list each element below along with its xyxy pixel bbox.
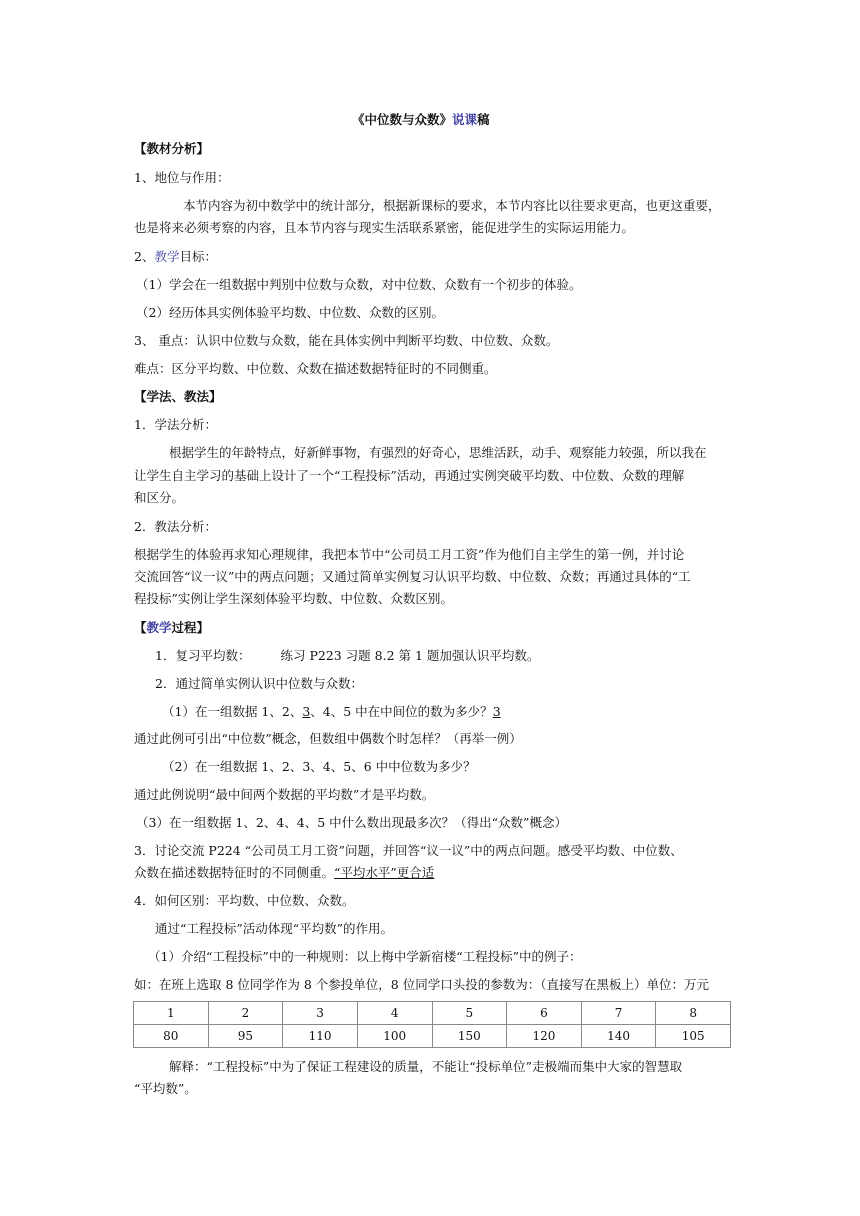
- methods-para-line: 交流回答“议一议”中的两点问题；又通过简单实例复习认识平均数、中位数、众数；再通过具体的“工: [134, 569, 691, 584]
- goal-item: （1）学会在一组数据中判别中位数与众数，对中位数、众数有一个初步的体验。: [136, 277, 582, 292]
- table-cell: 5: [432, 1002, 507, 1025]
- analysis-heading-role: 1、地位与作用：: [134, 170, 230, 185]
- table-cell: 110: [283, 1025, 358, 1048]
- table-cell: 1: [134, 1002, 209, 1025]
- process-text: 众数在描述数据特征时的不同侧重。: [134, 865, 335, 880]
- goal-item: （2）经历体具实例体验平均数、中位数、众数的区别。: [136, 305, 444, 320]
- table-row: [134, 1025, 731, 1048]
- analysis-para-line: 也是将来必须考察的内容，且本节内容与现实生活联系紧密，能促进学生的实际运用能力。: [134, 220, 635, 235]
- process-step-detail: 练习 P223 习题 8.2 第 1 题加强认识平均数。: [280, 648, 540, 663]
- table-cell: 140: [581, 1025, 656, 1048]
- analysis-heading-goals: [134, 249, 217, 265]
- methods-para-line: 让学生自主学习的基础上设计了一个“工程投标”活动，再通过实例突破平均数、中位数、众数的理解: [134, 468, 685, 483]
- process-bracket-open: 【: [134, 620, 147, 635]
- doc-title: [352, 112, 490, 128]
- question-underlined: 3: [302, 704, 311, 719]
- table-cell: 95: [208, 1025, 283, 1048]
- table-row: [134, 1002, 731, 1025]
- question-text: （1）在一组数据 1、2、: [162, 704, 303, 719]
- difficult-point: 难点：区分平均数、中位数、众数在描述数据特征时的不同侧重。: [134, 361, 497, 376]
- methods-heading-learning: 1．学法分析：: [134, 417, 217, 432]
- table-cell: 6: [507, 1002, 582, 1025]
- process-note: 如：在班上选取 8 位同学作为 8 个参投单位，8 位同学口头投的参数为：（直接写在黑板上）单位：万元: [134, 977, 709, 992]
- underlined-phrase: “平均水平”更合适: [334, 865, 435, 880]
- table-cell: 2: [208, 1002, 283, 1025]
- process-note: 通过“工程投标”活动体现“平均数”的作用。: [155, 921, 394, 936]
- methods-para-line: 根据学生的体验再求知心理规律，我把本节中“公司员工月工资”作为他们自主学生的第一例，并讨论: [134, 547, 685, 562]
- process-step: [155, 648, 539, 664]
- process-accent: 教学: [146, 620, 172, 635]
- goals-accent: 教学: [154, 249, 180, 264]
- analysis-para-line: 本节内容为初中数学中的统计部分，根据新课标的要求，本节内容比以往要求更高，也更这重要，: [183, 198, 721, 213]
- table-cell: 7: [581, 1002, 656, 1025]
- section-heading-methods: 【学法、教法】: [134, 389, 222, 404]
- question-item: （3）在一组数据 1、2、4、4、5 中什么数出现最多次？（得出“众数”概念）: [136, 815, 567, 830]
- process-step-continued: [134, 865, 434, 881]
- explanation-line: 解释：“工程投标”中为了保证工程建设的质量，不能让“投标单位”走极端而集中大家的智慧取: [169, 1059, 683, 1074]
- process-note: （1）介绍“工程投标”中的一种规则：以上梅中学新宿楼“工程投标”中的例子：: [148, 949, 582, 964]
- question-item: [162, 704, 501, 720]
- section-heading-process: [134, 620, 209, 636]
- table-cell: 80: [134, 1025, 209, 1048]
- explanation-line: “平均数”。: [134, 1081, 197, 1096]
- goals-prefix: 2、: [134, 249, 155, 264]
- methods-para-line: 根据学生的年龄特点，好新鲜事物，有强烈的好奇心，思维活跃，动手、观察能力较强，所以我在: [169, 445, 707, 460]
- goals-suffix: 目标：: [179, 249, 217, 264]
- process-step: 3．讨论交流 P224 “公司员工月工资”问题，并回答“议一议”中的两点问题。感受平均数、中位数、: [134, 843, 683, 858]
- methods-para-line: 和区分。: [134, 490, 185, 505]
- process-note: 通过此例说明“最中间两个数据的平均数”才是平均数。: [134, 787, 435, 802]
- title-accent: 说课: [452, 112, 478, 127]
- key-point: 3、 重点：认识中位数与众数，能在具体实例中判断平均数、中位数、众数。: [134, 333, 559, 348]
- question-text: 、4、5 中在中间位的数为多少？: [310, 704, 493, 719]
- table-cell: 120: [507, 1025, 582, 1048]
- methods-para-line: 程投标”实例让学生深刻体验平均数、中位数、众数区别。: [134, 591, 453, 606]
- table-cell: 150: [432, 1025, 507, 1048]
- table-cell: 105: [656, 1025, 731, 1048]
- question-answer: 3: [492, 704, 501, 719]
- process-note: 通过此例可引出“中位数”概念，但数组中偶数个时怎样？（再举一例）: [134, 731, 522, 746]
- title-main: 《中位数与众数》: [352, 112, 453, 127]
- methods-heading-teaching: 2．教法分析：: [134, 519, 217, 534]
- process-step: 4．如何区别：平均数、中位数、众数。: [134, 893, 355, 908]
- title-tail: 稿: [477, 112, 490, 127]
- table-cell: 100: [357, 1025, 432, 1048]
- process-bracket-close: 过程】: [171, 620, 210, 635]
- process-step: 2．通过简单实例认识中位数与众数：: [155, 676, 363, 691]
- table-cell: 3: [283, 1002, 358, 1025]
- table-cell: 8: [656, 1002, 731, 1025]
- process-step-label: 1．复习平均数：: [155, 648, 251, 663]
- table-cell: 4: [357, 1002, 432, 1025]
- bid-values-table: [133, 1001, 731, 1048]
- section-heading-analysis: 【教材分析】: [134, 141, 210, 156]
- question-item: （2）在一组数据 1、2、3、4、5、6 中中位数为多少？: [162, 759, 476, 774]
